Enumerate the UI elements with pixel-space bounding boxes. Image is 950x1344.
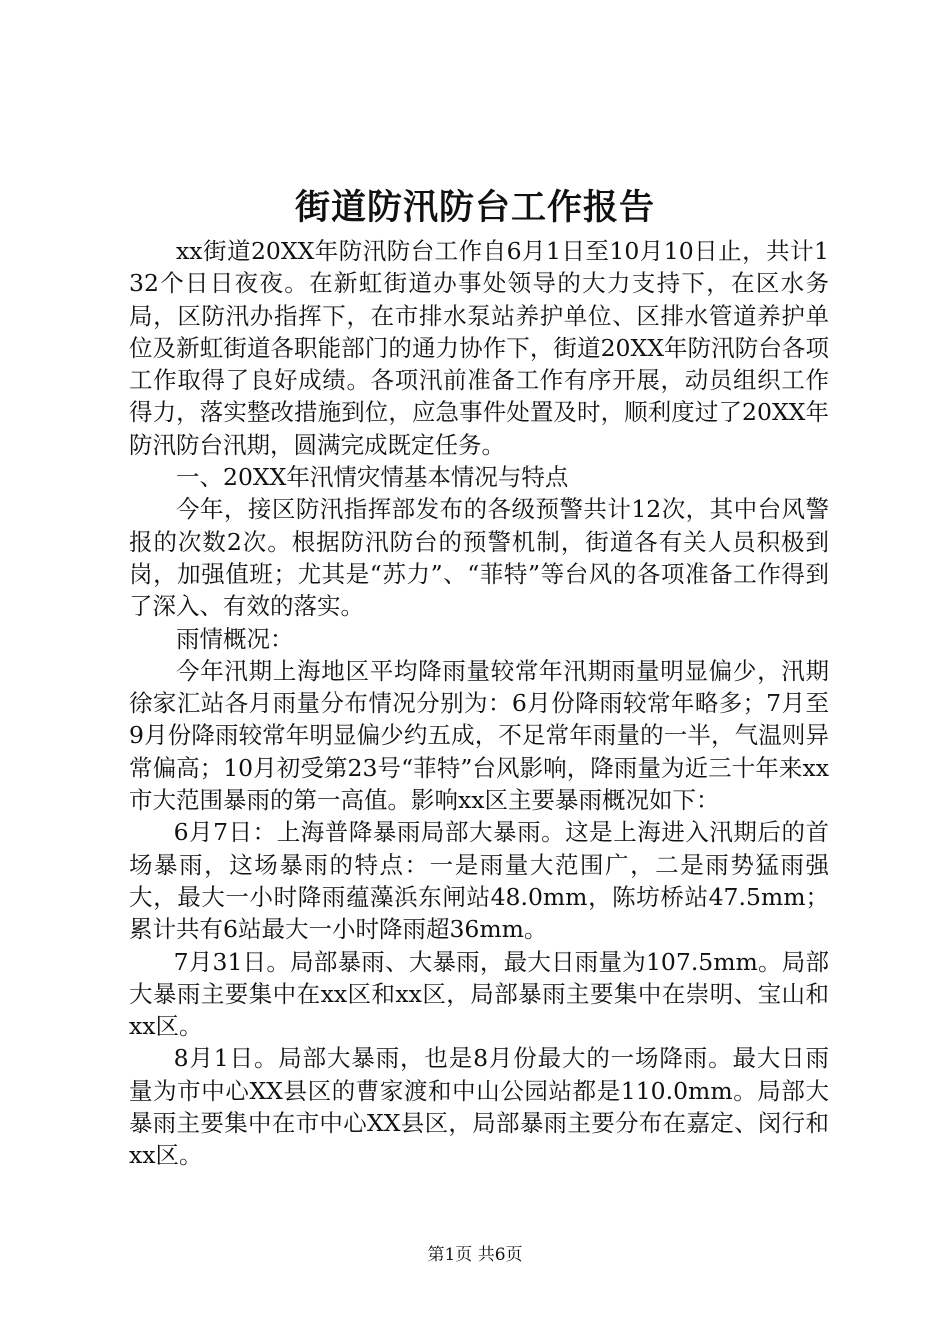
warning-paragraph: 今年，接区防汛指挥部发布的各级预警共计12次，其中台风警报的次数2次。根据防汛防台的预警机制，街道各有关人员积极到岗，加强值班；尤其是“苏力”、“菲特”等台风的各项准备工作得到了深入、有效的落实。 bbox=[129, 495, 829, 621]
document-body bbox=[129, 235, 829, 1172]
page-title: 街道防汛防台工作报告 bbox=[294, 187, 655, 228]
section-heading: 一、20XX年汛情灾情基本情况与特点 bbox=[176, 463, 569, 492]
page-footer: 第1页 共6页 bbox=[427, 1245, 523, 1265]
intro-paragraph: xx街道20XX年防汛防台工作自6月1日至10月10日止，共计132个日日夜夜。在新虹街道办事处领导的大力支持下，在区水务局，区防汛办指挥下，在市排水泵站养护单位、区排水管道养护单位及新虹街道各职能部门的通力协作下，街道20XX年防汛防台各项工作取得了良好成绩。各项汛前准备工作有序开展，动员组织工作得力，落实整改措施到位，应急事件处置及时，顺利度过了20XX年防汛防台汛期，圆满完成既定任务。 bbox=[129, 237, 829, 459]
rain-overview-paragraph: 今年汛期上海地区平均降雨量较常年汛期雨量明显偏少，汛期徐家汇站各月雨量分布情况分别为：6月份降雨较常年略多；7月至9月份降雨较常年明显偏少约五成，不足常年雨量的一半，气温则异常偏高；10月初受第23号“菲特”台风影响，降雨量为近三十年来xx市大范围暴雨的第一高值。影响xx区主要暴雨概况如下： bbox=[129, 656, 829, 815]
june-7-paragraph: 6月7日：上海普降暴雨局部大暴雨。这是上海进入汛期后的首场暴雨，这场暴雨的特点：一是雨量大范围广，二是雨势猛雨强大，最大一小时降雨蕴藻浜东闸站48.0mm，陈坊桥站47.5mm；累计共有6站最大一小时降雨超36mm。 bbox=[129, 818, 829, 944]
august-1-paragraph: 8月1日。局部大暴雨，也是8月份最大的一场降雨。最大日雨量为市中心XX县区的曹家渡和中山公园站都是110.0mm。局部大暴雨主要集中在市中心XX县区，局部暴雨主要分布在嘉定、闵行和xx区。 bbox=[129, 1044, 829, 1170]
july-31-paragraph: 7月31日。局部暴雨、大暴雨，最大日雨量为107.5mm。局部大暴雨主要集中在xx区和xx区，局部暴雨主要集中在崇明、宝山和xx区。 bbox=[129, 947, 829, 1041]
rain-overview-heading: 雨情概况： bbox=[176, 624, 294, 653]
